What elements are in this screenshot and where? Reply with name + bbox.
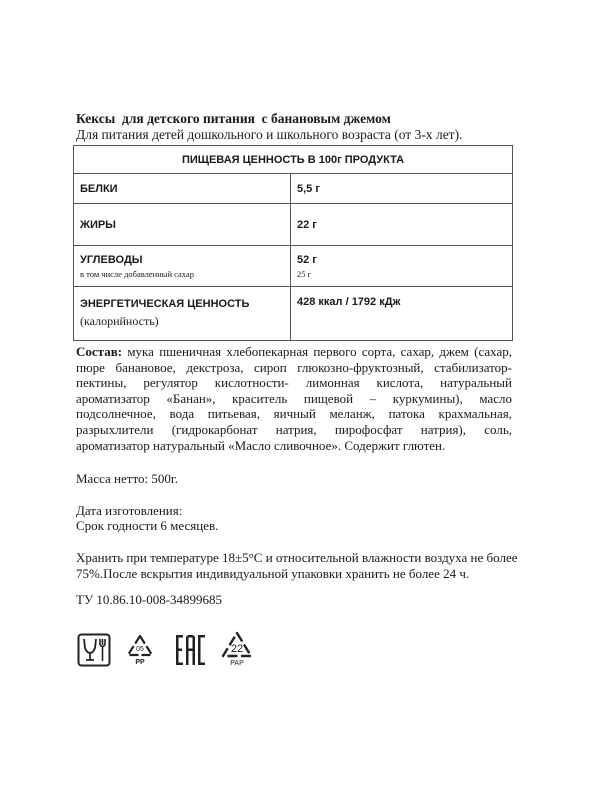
eac-icon xyxy=(176,634,206,666)
net-mass: Масса нетто: 500г. xyxy=(76,471,178,486)
composition-label: Состав: xyxy=(76,344,123,359)
row-value-cell xyxy=(291,246,513,287)
composition-paragraph xyxy=(76,344,512,453)
tu-code: ТУ 10.86.10-008-34899685 xyxy=(76,592,223,607)
row-label: БЕЛКИ xyxy=(74,174,291,204)
manufacture-date: Дата изготовления: xyxy=(76,503,183,518)
row-value: 52 г xyxy=(297,253,317,266)
row-label: ЖИРЫ xyxy=(74,204,291,246)
svg-text:PP: PP xyxy=(135,659,145,666)
product-title: Кексы для детского питания с банановым джемом xyxy=(76,111,391,126)
row-value: 22 г xyxy=(291,204,513,246)
nutrition-table-header-row xyxy=(74,146,513,174)
svg-text:22: 22 xyxy=(230,643,244,655)
row-label: УГЛЕВОДЫ xyxy=(80,253,143,266)
row-value: 428 ккал / 1792 кДж xyxy=(291,287,513,341)
product-subtitle: Для питания детей дошкольного и школьного возраста (от 3-х лет). xyxy=(76,127,463,142)
table-row xyxy=(74,174,513,204)
table-row xyxy=(74,287,513,341)
storage-conditions: Хранить при температуре 18±5°С и относительной влажности воздуха не более 75%.После вскрытия индивидуальной упаковки хранить не более 24 ч. xyxy=(76,550,518,581)
recycle-pp-icon xyxy=(125,633,155,667)
row-subvalue: 25 г xyxy=(297,268,312,279)
svg-text:PAP: PAP xyxy=(230,660,244,667)
food-safe-icon xyxy=(77,633,111,667)
nutrition-table-header: ПИЩЕВАЯ ЦЕННОСТЬ В 100г ПРОДУКТА xyxy=(74,146,513,174)
row-label: ЭНЕРГЕТИЧЕСКАЯ ЦЕННОСТЬ xyxy=(80,298,250,310)
row-value: 5,5 г xyxy=(291,174,513,204)
row-sublabel: в том числе добавленный сахар xyxy=(80,268,194,279)
nutrition-table xyxy=(73,145,513,341)
row-sublabel: (калорийность) xyxy=(80,314,159,328)
table-row xyxy=(74,204,513,246)
table-row xyxy=(74,246,513,287)
recycle-pap-icon xyxy=(220,630,254,668)
row-label-cell xyxy=(74,287,291,341)
shelf-life: Срок годности 6 месяцев. xyxy=(76,518,219,533)
composition-text: мука пшеничная хлебопекарная первого сорта, сахар, джем (сахар, пюре банановое, декстроза, сироп глюкозно-фруктозный, стабилизатор-пектины, регулятор кислотности- лимонная кислота, натуральный ароматизатор «Банан», краситель пищевой – куркумины), масло подсолнечное, вода питьевая, яичный меланж, патока крахмальная, разрыхлители (гидрокарбонат натрия, пирофосфат натрия), соль, ароматизатор натуральный «Масло сливочное». Содержит глютен. xyxy=(76,344,512,453)
row-label-cell xyxy=(74,246,291,287)
svg-text:05: 05 xyxy=(136,646,144,653)
